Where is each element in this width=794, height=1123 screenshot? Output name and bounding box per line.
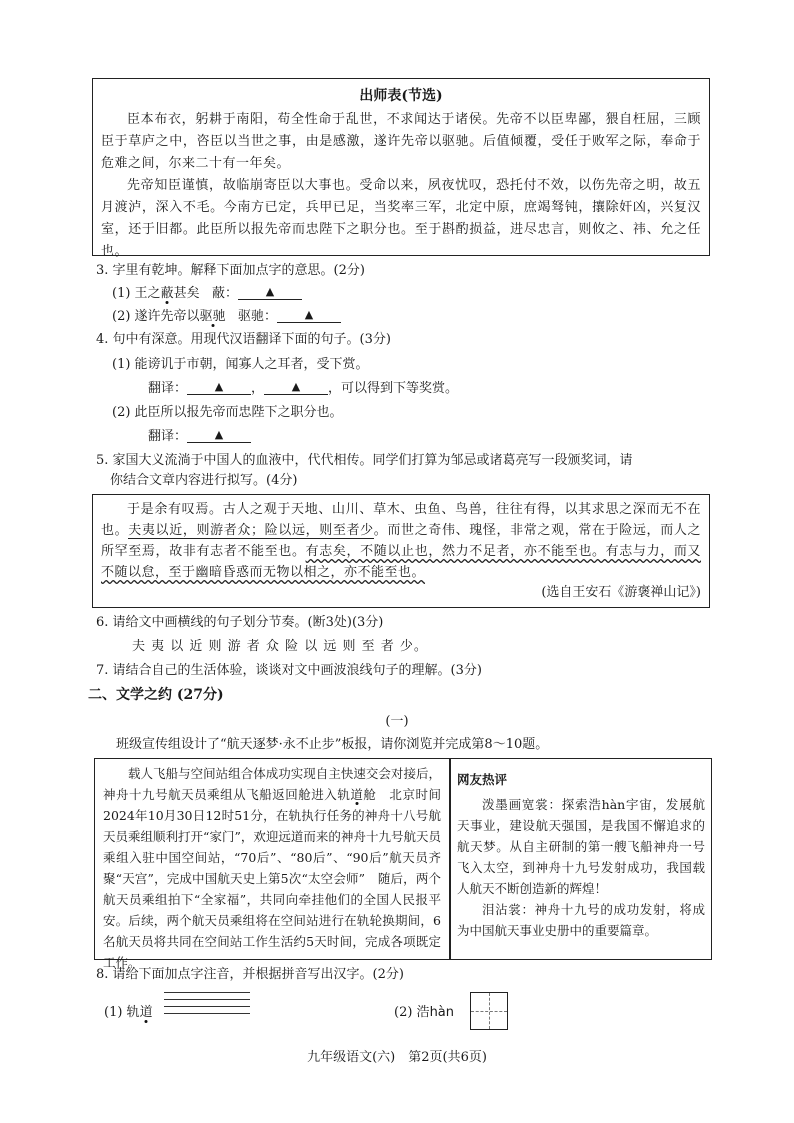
question-8-item-2: (2) 浩hàn bbox=[394, 1005, 455, 1020]
section-2-title: 二、文学之约 (27分) bbox=[88, 687, 224, 703]
passage-paragraph-2: 先帝知臣谨慎，故临崩寄臣以大事也。受命以来，夙夜忧叹，恐托付不效，以伤先帝之明，故五月渡泸，深入不毛。今南方已定，兵甲已足，当奖率三军，北定中原，庶竭驽钝，攘除奸凶，兴复汉室，还于旧都。此臣所以报先帝而忠陛下之职分也。至于斟酌损益，进尽忠言，则攸之、祎、允之任也。 bbox=[101, 178, 701, 259]
dotted-char: 蔽 bbox=[160, 286, 174, 301]
dotted-char: 道 bbox=[139, 1005, 153, 1020]
question-4-item-1: (1) 能谤讥于市朝，闻寡人之耳者，受下赏。 bbox=[112, 357, 369, 372]
section-2-intro: 班级宣传组设计了“航天逐梦·永不止步”板报，请你浏览并完成第8～10题。 bbox=[116, 737, 549, 752]
answer-blank[interactable]: ▲ bbox=[264, 378, 328, 395]
straight-underlined-sentence: 夫夷以近，则游者众；险以远，则至者少 bbox=[128, 523, 374, 538]
blackboard-newspaper bbox=[94, 758, 712, 970]
question-5-line-2: 你结合文章内容进行拟写。(4分) bbox=[110, 473, 298, 488]
question-3-stem: 3. 字里有乾坤。解释下面加点字的意思。(2分) bbox=[96, 263, 365, 278]
passage-paragraph-1: 臣本布衣，躬耕于南阳，苟全性命于乱世，不求闻达于诸侯。先帝不以臣卑鄙，猥自枉屈，三顾臣于草庐之中，咨臣以当世之事，由是感激，遂许先帝以驱驰。后值倾覆，受任于败军之际，奉命于危难之间，尔来二十有一年矣。 bbox=[101, 112, 701, 171]
section-2-part: (一) bbox=[385, 714, 409, 729]
passage-box-youbaochanshan bbox=[92, 494, 710, 608]
question-4-translation-2: 翻译： ▲ bbox=[148, 426, 251, 448]
comment-2: 泪沾裳：神舟十九号的成功发射，将成为中国航天事业史册中的重要篇章。 bbox=[457, 902, 705, 938]
question-5-line-1: 5. 家国大义流淌于中国人的血液中，代代相传。同学们打算为邹忌或诸葛亮写一段颁奖词，请 bbox=[96, 453, 633, 468]
question-6-sentence: 夫 夷 以 近 则 游 者 众 险 以 远 则 至 者 少。 bbox=[132, 639, 428, 654]
passage-2-source: (选自王安石《游褒禅山记》) bbox=[541, 585, 701, 600]
dotted-char: 道 bbox=[350, 787, 364, 802]
pinyin-writing-lines[interactable] bbox=[164, 992, 250, 1022]
board-comments bbox=[457, 769, 705, 941]
question-3-item-2: (2) 遂许先帝以驱驰 驱驰： ▲ bbox=[112, 306, 341, 328]
dotted-char: 驱驰 bbox=[199, 309, 226, 324]
answer-blank[interactable]: ▲ bbox=[238, 283, 302, 300]
question-7-stem: 7. 请结合自己的生活体验，谈谈对文中画波浪线句子的理解。(3分) bbox=[96, 663, 482, 678]
page-footer: 九年级语文(六) 第2页(共6页) bbox=[307, 1050, 487, 1065]
comment-1: 泼墨画宽裳：探索浩hàn宇宙，发展航天事业，建设航天强国，是我国不懈追求的航天梦。从自主研制的第一艘飞船神舟一号飞入太空，到神舟十九号发射成功，我国载人航天不断创造新的辉煌！ bbox=[457, 797, 705, 896]
comments-title: 网友热评 bbox=[457, 772, 508, 787]
question-8-item-1: (1) 轨道 bbox=[104, 1005, 153, 1020]
passage-title: 出师表(节选) bbox=[359, 88, 443, 104]
board-news: 载人飞船与空间站组合体成功实现自主快速交会对接后，神舟十九号航天员乘组从飞船返回舱进入轨道舱 北京时间2024年10月30日12时51分，在轨执行任务的神舟十八号航天员乘组顺利打开“家门”，欢迎远道而来的神舟十九号航天员乘组入驻中国空间站，“70后”、“80后”、“90后”航天员齐聚“天宫”，完成中国航天史上第5次“太空会师” 随后，两个航天员乘组拍下“全家福”，共同向牵挂他们的全国人民报平安。后续，两个航天员乘组将在空间站进行在轨轮换期间，6名航天员将共同在空间站工作生活约5天时间，完成各项既定工作。 bbox=[103, 766, 441, 970]
character-writing-box[interactable] bbox=[470, 992, 508, 1030]
wavy-underlined-sentence: 有志矣，不随以止也，然力不足者，亦不能至也。有志与力，而又不随以怠，至于幽暗昏惑而无物以相之，亦不能至也。 bbox=[101, 544, 701, 580]
answer-blank[interactable]: ▲ bbox=[187, 426, 251, 443]
answer-blank[interactable]: ▲ bbox=[187, 378, 251, 395]
question-8-stem: 8. 请给下面加点字注音，并根据拼音写出汉字。(2分) bbox=[96, 967, 404, 982]
question-6-stem: 6. 请给文中画横线的句子划分节奏。(断3处)(3分) bbox=[96, 615, 384, 630]
answer-blank[interactable]: ▲ bbox=[277, 306, 341, 323]
pinyin-text: hàn bbox=[429, 1005, 455, 1020]
passage-box-chushibiao bbox=[92, 78, 710, 259]
board-divider bbox=[449, 759, 451, 959]
passage-2-text: 于是余有叹焉。古人之观于天地、山川、草木、虫鱼、鸟兽，往往有得，以其求思之深而无不在也。夫夷以近，则游者众；险以远，则至者少。而世之奇伟、瑰怪，非常之观，常在于险远，而人之所罕至焉，故非有志者不能至也。有志矣，不随以止也，然力不足者，亦不能至也。有志与力，而又不随以怠，至于幽暗昏惑而无物以相之，亦不能至也。 bbox=[101, 502, 701, 580]
question-4-stem: 4. 句中有深意。用现代汉语翻译下面的句子。(3分) bbox=[96, 332, 391, 347]
question-4-translation-1: 翻译： ▲ ， ▲ ，可以得到下等奖赏。 bbox=[148, 380, 459, 396]
question-4-item-2: (2) 此臣所以报先帝而忠陛下之职分也。 bbox=[112, 405, 343, 420]
question-3-item-1: (1) 王之蔽甚矣 蔽： ▲ bbox=[112, 283, 302, 305]
